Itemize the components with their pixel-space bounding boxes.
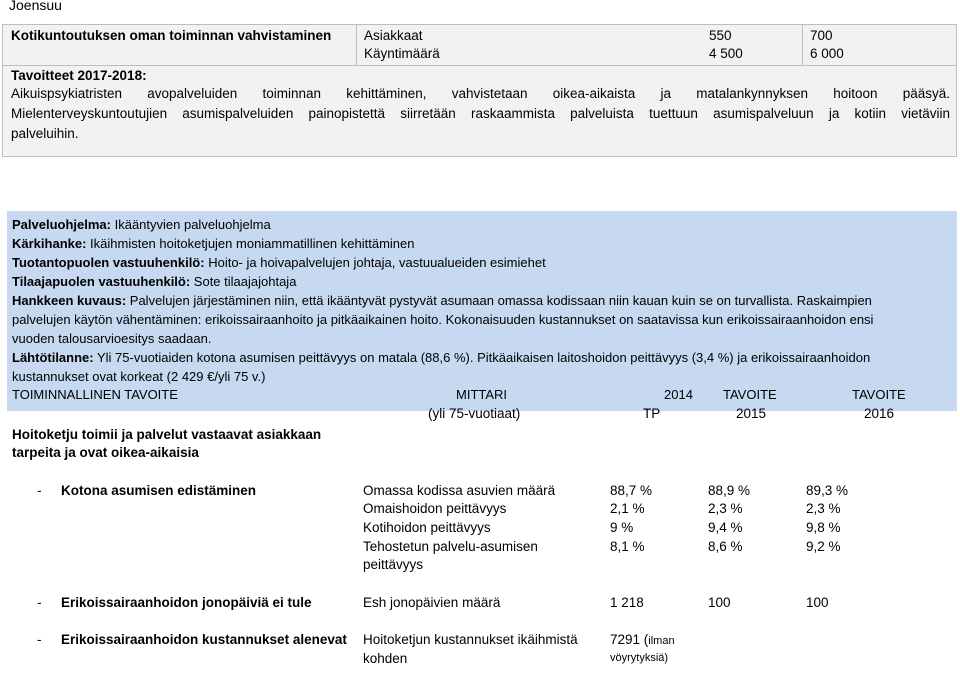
metric-home-living: Omassa kodissa asuvien määrä: [363, 483, 556, 498]
tp-value: 8,1 %: [610, 539, 645, 554]
row-dash: -: [37, 595, 42, 610]
document-header-city: Joensuu: [9, 0, 62, 13]
program-label: Palveluohjelma:: [12, 217, 111, 232]
metric-queue-days: Esh jonopäivien määrä: [363, 595, 501, 610]
purchaser-owner-label: Tilaajapuolen vastuuhenkilö:: [12, 274, 191, 289]
goal-home-living: Kotona asumisen edistäminen: [61, 483, 257, 498]
metric-assisted-living-cont: peittävyys: [363, 557, 424, 572]
description-line-1: [12, 293, 872, 308]
key-project-value: Ikäihmisten hoitoketjujen moniammatillinen kehittäminen: [86, 236, 415, 251]
program-value: Ikääntyvien palveluohjelma: [110, 217, 271, 232]
description-line-3: vuoden talousarvioesitys saadaan.: [12, 331, 212, 346]
target-2016-value: 9,2 %: [806, 539, 841, 554]
section-title-line-1: Hoitoketju toimii ja palvelut vastaavat asiakkaan: [12, 427, 322, 442]
target-2015-value: 2,3 %: [708, 501, 743, 516]
goal-cost-reduction: Erikoissairaanhoidon kustannukset alenevat: [61, 632, 347, 647]
metric-visits: Käyntimäärä: [364, 46, 440, 61]
tp-value-note-cont: vöyrytyksiä): [610, 652, 669, 664]
tp-value: 9 %: [610, 520, 634, 535]
column-header-2014: 2014: [664, 387, 693, 402]
baseline-label: Lähtötilanne:: [12, 350, 94, 365]
key-project-line: [12, 236, 414, 251]
purchaser-owner-line: [12, 274, 296, 289]
metric-customers: Asiakkaat: [364, 28, 423, 43]
tp-value: [610, 632, 675, 647]
target-2016-value: 100: [806, 595, 829, 610]
production-owner-line: [12, 255, 546, 270]
description-label: Hankkeen kuvaus:: [12, 293, 127, 308]
goal-no-queue-days: Erikoissairaanhoidon jonopäiviä ei tule: [61, 595, 312, 610]
metric-visits-value-2: 6 000: [810, 46, 844, 61]
column-header-metric-sub: (yli 75-vuotiaat): [428, 406, 521, 421]
production-owner-value: Hoito- ja hoivapalvelujen johtaja, vastuualueiden esimiehet: [204, 255, 546, 270]
tp-value: 1 218: [610, 595, 644, 610]
column-header-2015-sub: 2015: [736, 406, 767, 421]
target-2016-value: 9,8 %: [806, 520, 841, 535]
column-header-target-2015: TAVOITE: [723, 387, 777, 402]
tp-value: 2,1 %: [610, 501, 645, 516]
program-info-panel: [7, 211, 957, 411]
metric-homecare-coverage: Kotihoidon peittävyys: [363, 520, 491, 535]
description-line-2: palvelujen käytön vähentäminen: erikoissairaanhoito ja pitkäaikainen hoito. Kokonaisuuden kustannukset on saatavissa kun erikoissairaanhoidon ensi: [12, 312, 874, 327]
column-header-2016-sub: 2016: [864, 406, 895, 421]
row-dash: -: [37, 483, 42, 498]
column-header-target-2016: TAVOITE: [852, 387, 906, 402]
metric-cost-per-elder-cont: kohden: [363, 651, 408, 666]
baseline-text-1: Yli 75-vuotiaiden kotona asumisen peittävyys on matala (88,6 %). Pitkäaikaisen laitoshoidon peittävyys (3,4 %) ja erikoissairaanhoidon: [93, 350, 871, 365]
column-header-2014-sub: TP: [643, 406, 661, 421]
row-divider: [3, 65, 956, 66]
production-owner-label: Tuotantopuolen vastuuhenkilö:: [12, 255, 205, 270]
metric-customers-value-1: 550: [709, 28, 732, 43]
tp-value-note: ilman: [648, 635, 675, 647]
column-header-metric: MITTARI: [456, 387, 508, 402]
target-2016-value: 89,3 %: [806, 483, 849, 498]
goal-line-3: palveluihin.: [11, 126, 79, 141]
target-2015-value: 88,9 %: [708, 483, 751, 498]
section-title-line-2: tarpeita ja ovat oikea-aikaisia: [12, 445, 199, 460]
metric-visits-value-1: 4 500: [709, 46, 743, 61]
baseline-line-2: kustannukset ovat korkeat (2 429 €/yli 75 v.): [12, 369, 266, 384]
goal-line-1: Aikuispsykiatristen avopalveluiden toiminnan kehittäminen, vahvistetaan oikea-aikaista ja matalankynnyksen hoitoon pääsyä.: [11, 86, 950, 101]
goal-line-2: Mielenterveyskuntoutujien asumispalveluiden painopistettä siirretään raskaammista palveluista tuettuun asumispalveluun ja kotiin vietäviin: [11, 106, 950, 121]
summary-table: [2, 24, 957, 157]
column-header-goal: TOIMINNALLINEN TAVOITE: [12, 387, 178, 402]
metric-assisted-living: Tehostetun palvelu-asumisen: [363, 539, 538, 554]
target-2016-value: 2,3 %: [806, 501, 841, 516]
metric-customers-value-2: 700: [810, 28, 833, 43]
project-title: Kotikuntoutuksen oman toiminnan vahvistaminen: [11, 28, 332, 43]
purchaser-owner-value: Sote tilaajajohtaja: [190, 274, 297, 289]
tp-value: 88,7 %: [610, 483, 653, 498]
goals-title: Tavoitteet 2017-2018:: [11, 68, 147, 83]
description-text-1: Palvelujen järjestäminen niin, että ikääntyvät pystyvät asumaan omassa kodissaan niin kauan kuin se on turvallista. Raskaimpien: [126, 293, 872, 308]
tp-value-main: 7291 (: [610, 632, 649, 647]
baseline-line-1: [12, 350, 870, 365]
row-dash: -: [37, 632, 42, 647]
target-2015-value: 9,4 %: [708, 520, 743, 535]
target-2015-value: 8,6 %: [708, 539, 743, 554]
target-2015-value: 100: [708, 595, 731, 610]
program-line: [12, 217, 271, 232]
metric-caregiver-coverage: Omaishoidon peittävyys: [363, 501, 507, 516]
metric-cost-per-elder: Hoitoketjun kustannukset ikäihmistä: [363, 632, 578, 647]
key-project-label: Kärkihanke:: [12, 236, 87, 251]
